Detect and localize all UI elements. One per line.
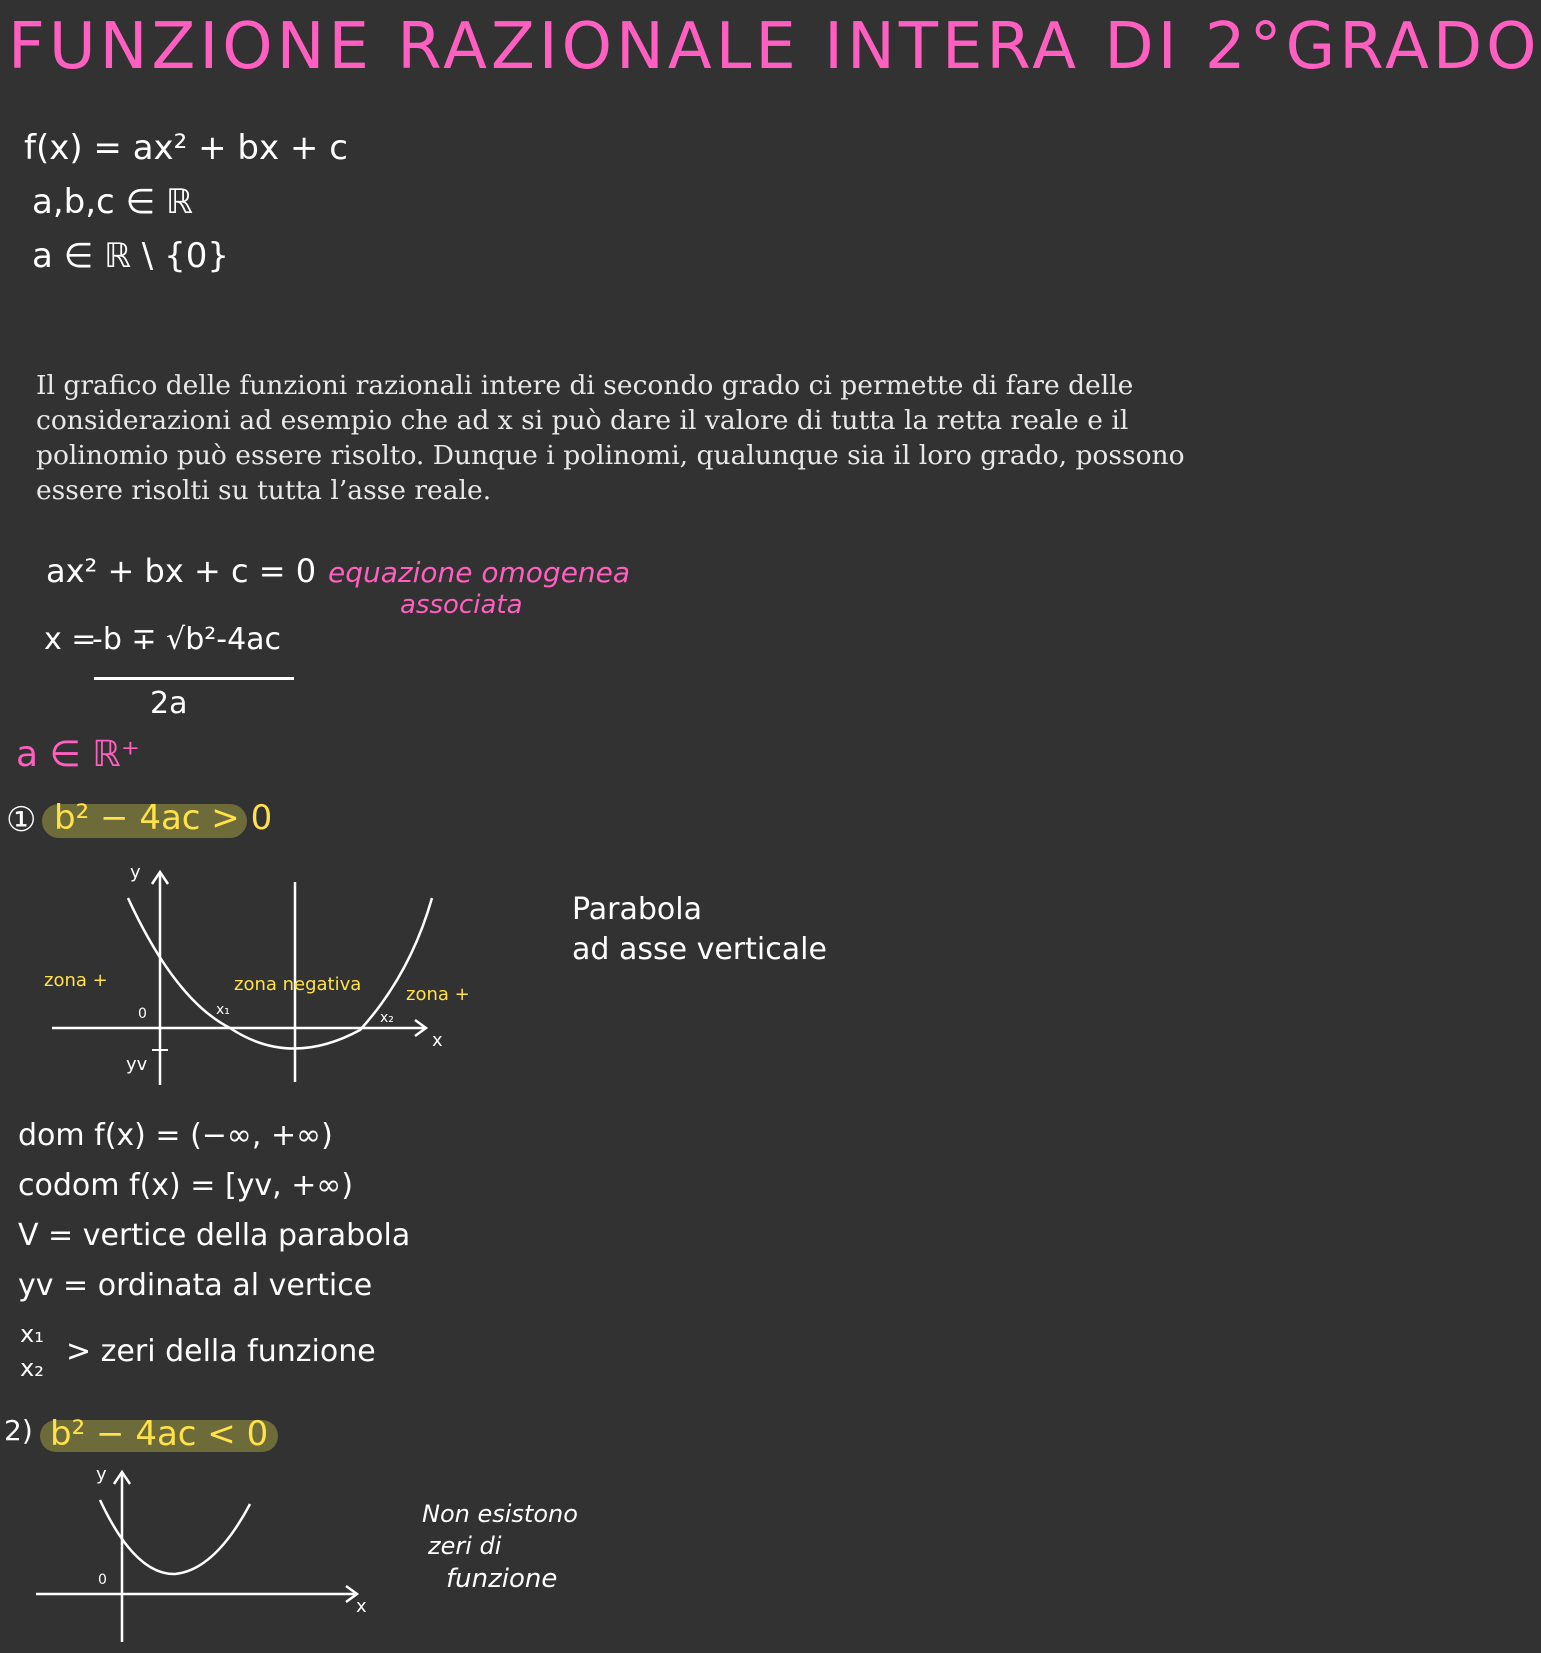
graph2-origin: 0 <box>98 1572 107 1588</box>
graph1-root2: x₂ <box>380 1010 394 1026</box>
solution-denominator: 2a <box>150 686 188 721</box>
note-zero-x2: x₂ <box>20 1354 44 1382</box>
equation-note-line1: equazione omogenea <box>328 556 631 589</box>
equation-note-line2: associata <box>400 590 523 620</box>
case1-condition: b² − 4ac > 0 <box>54 798 273 838</box>
graph1-zone-mid: zona negativa <box>234 974 362 995</box>
note-codomain: codom f(x) = [yv, +∞) <box>18 1168 354 1203</box>
note-zeros: > zeri della funzione <box>66 1334 376 1369</box>
graph2-y-label: y <box>96 1464 107 1485</box>
graph1-zone-left: zona + <box>44 970 108 991</box>
case-a-positive: a ∈ ℝ⁺ <box>16 734 140 775</box>
a-domain: a ∈ ℝ \ {0} <box>32 236 229 276</box>
coefficients-domain: a,b,c ∈ ℝ <box>32 182 193 222</box>
case2-condition: b² − 4ac < 0 <box>50 1414 269 1454</box>
note-zero-x1: x₁ <box>20 1320 44 1348</box>
case1-side-note-line1: Parabola <box>572 892 702 927</box>
solution-lhs: x = <box>44 622 97 657</box>
function-definition: f(x) = ax² + bx + c <box>24 128 348 168</box>
case2-side-note-line3: funzione <box>446 1564 558 1594</box>
graph1-vertex-y: yv <box>126 1054 148 1075</box>
associated-equation: ax² + bx + c = 0 <box>46 552 317 590</box>
case2-side-note-line2: zeri di <box>428 1532 502 1560</box>
explanation-paragraph: Il grafico delle funzioni razionali intere di secondo grado ci permette di fare delle considerazioni ad esempio che ad x si può dare il valore di tutta la retta reale e il polinomio può essere risolto. Dunque i polinomi, qualunque sia il loro grado, possono essere risolti su tutta l’asse reale. <box>36 370 1185 506</box>
graph1-x-label: x <box>432 1030 443 1051</box>
solution-numerator: -b ∓ √b²-4ac <box>92 622 282 657</box>
graph1-origin: 0 <box>138 1006 147 1022</box>
note-vertex: V = vertice della parabola <box>18 1218 411 1253</box>
graph2-x-label: x <box>356 1596 367 1617</box>
case1-number: ① <box>6 800 37 840</box>
note-domain: dom f(x) = (−∞, +∞) <box>18 1118 333 1153</box>
page-title: FUNZIONE RAZIONALE INTERA DI 2°GRADO <box>8 10 1541 84</box>
case2-side-note-line1: Non esistono <box>422 1500 578 1528</box>
case1-side-note-line2: ad asse verticale <box>572 932 827 967</box>
graph1-root1: x₁ <box>216 1002 230 1018</box>
graph1-zone-right: zona + <box>406 984 470 1005</box>
note-vertex-ordinate: yv = ordinata al vertice <box>18 1268 373 1303</box>
graph1-y-label: y <box>130 862 141 883</box>
case2-number: 2) <box>4 1414 33 1447</box>
